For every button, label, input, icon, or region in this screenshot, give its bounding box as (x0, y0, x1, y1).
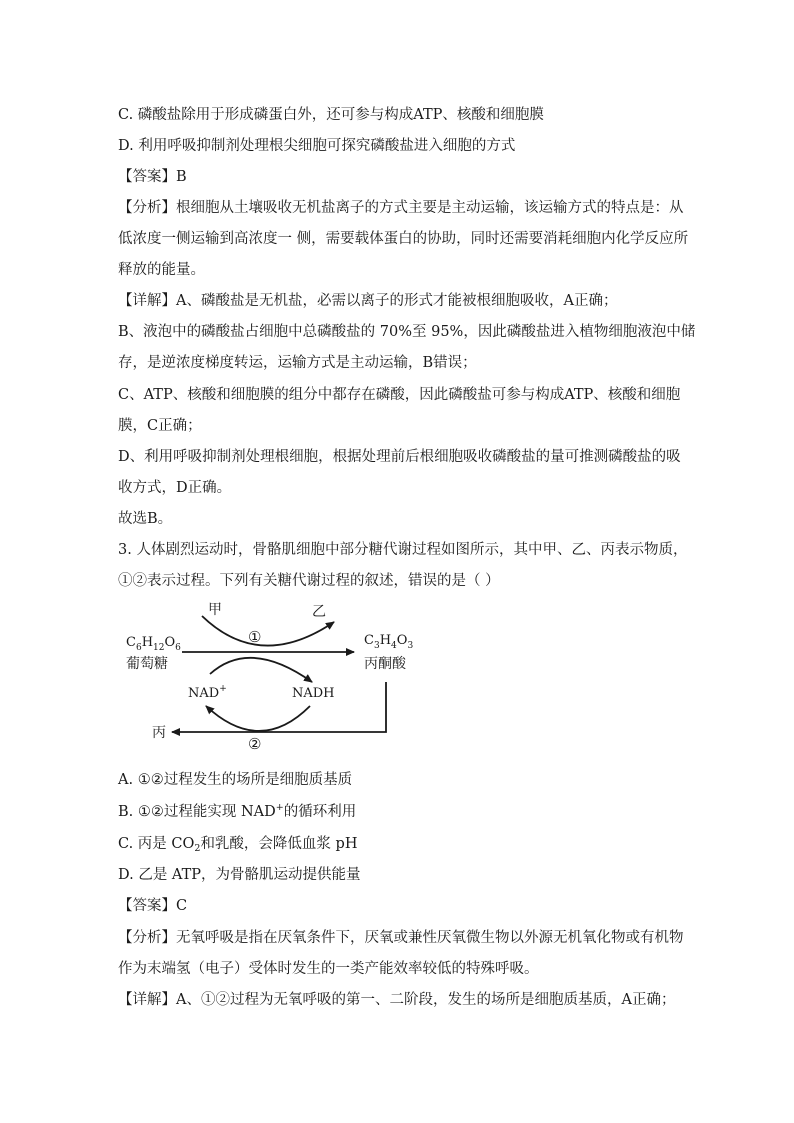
q2-detail-c-line-2: 膜，C正确； (118, 418, 202, 434)
q2-detail-a: 【详解】A、磷酸盐是无机盐，必需以离子的形式才能被根细胞吸收，A正确； (118, 293, 618, 309)
q3-answer: 【答案】C (118, 898, 188, 914)
q3-option-b: B. ①②过程能实现 NAD+的循环利用 (118, 802, 357, 820)
q2-answer: 【答案】B (118, 169, 187, 185)
glucose-formula: $C_6H_{12}O_6$ (126, 635, 181, 653)
arrow-nad-to-nadh (210, 658, 312, 682)
glucose-name: 葡萄糖 (126, 656, 168, 672)
label-yi: 乙 (312, 604, 326, 620)
arrow-jia-to-yi (202, 616, 334, 646)
label-nadh: NADH (292, 686, 335, 701)
q2-detail-b-line-2: 存，是逆浓度梯度转运，运输方式是主动运输，B错误； (118, 355, 477, 371)
q2-analysis-line-3: 释放的能量。 (118, 262, 205, 278)
q3-stem-line-1: 3. 人体剧烈运动时，骨骼肌细胞中部分糖代谢过程如图所示，其中甲、乙、丙表示物质， (118, 542, 688, 558)
q3-detail-a: 【详解】A、①②过程为无氧呼吸的第一、二阶段，发生的场所是细胞质基质，A正确； (118, 992, 676, 1008)
q2-conclusion: 故选B。 (118, 511, 173, 527)
label-step-2: ② (248, 735, 262, 753)
q3-analysis-line-2: 作为末端氢（电子）受体时发生的一类产能效率较低的特殊呼吸。 (118, 961, 539, 977)
arrow-nadh-to-nad (206, 706, 310, 731)
q2-detail-d-line-1: D、利用呼吸抑制剂处理根细胞，根据处理前后根细胞吸收磷酸盐的量可推测磷酸盐的吸 (118, 449, 681, 465)
q2-detail-c-line-1: C、ATP、核酸和细胞膜的组分中都存在磷酸，因此磷酸盐可参与构成ATP、核酸和细胞 (118, 387, 681, 403)
label-jia: 甲 (208, 602, 222, 618)
q2-detail-d-line-2: 收方式，D正确。 (118, 480, 232, 496)
q2-detail-b-line-1: B、液泡中的磷酸盐占细胞中总磷酸盐的 70%至 95%，因此磷酸盐进入植物细胞液泡中储 (118, 324, 696, 340)
label-nad-plus: NAD+ (188, 684, 227, 701)
q3-option-d: D. 乙是 ATP，为骨骼肌运动提供能量 (118, 867, 361, 883)
q3-analysis-line-1: 【分析】无氧呼吸是指在厌氧条件下，厌氧或兼性厌氧微生物以外源无机氧化物或有机物 (118, 930, 684, 946)
q2-analysis-line-1: 【分析】根细胞从土壤吸收无机盐离子的方式主要是主动运输，该运输方式的特点是：从 (118, 200, 684, 216)
label-bing: 丙 (152, 725, 166, 741)
pyruvate-formula: $C_3H_4O_3$ (364, 633, 414, 651)
q3-option-a: A. ①②过程发生的场所是细胞质基质 (118, 772, 353, 788)
q3-option-c: C. 丙是 $CO_2$和乳酸，会降低血浆 pH (118, 836, 358, 854)
q2-option-d: D. 利用呼吸抑制剂处理根尖细胞可探究磷酸盐进入细胞的方式 (118, 138, 516, 154)
q2-analysis-line-2: 低浓度一侧运输到高浓度一 侧，需要载体蛋白的协助，同时还需要消耗细胞内化学反应所 (118, 231, 689, 247)
label-step-1: ① (248, 628, 262, 646)
pyruvate-name: 丙酮酸 (364, 656, 406, 672)
glycolysis-diagram (110, 594, 430, 754)
q2-option-c: C. 磷酸盐除用于形成磷蛋白外，还可参与构成ATP、核酸和细胞膜 (118, 107, 544, 123)
q3-stem-line-2: ①②表示过程。下列有关糖代谢过程的叙述，错误的是（ ） (118, 573, 500, 589)
